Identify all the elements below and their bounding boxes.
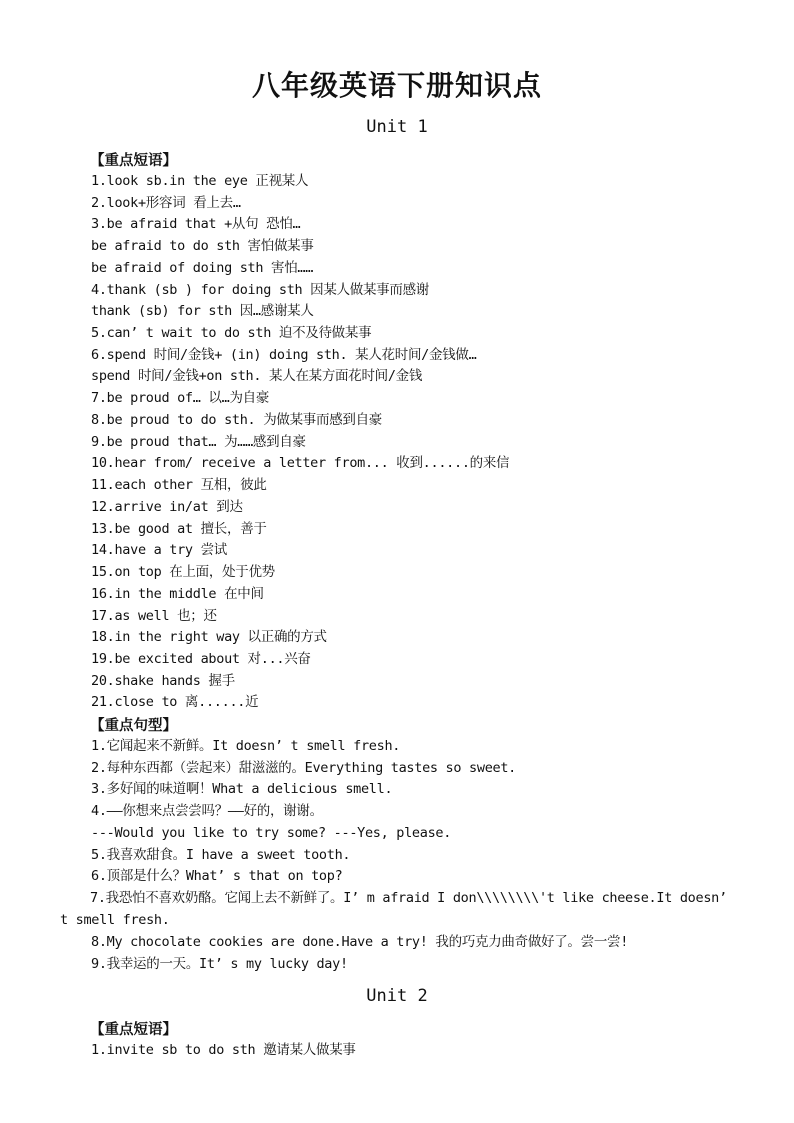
phrase-item: 7.be proud of… 以…为自豪 xyxy=(91,390,270,406)
unit-1-sentences-heading: 【重点句型】 xyxy=(90,718,177,734)
phrase-item: 16.in the middle 在中间 xyxy=(91,586,264,602)
phrase-item: 11.each other 互相，彼此 xyxy=(91,477,267,493)
phrase-item: 1.look sb.in the eye 正视某人 xyxy=(91,173,309,189)
unit-2-heading: Unit 2 xyxy=(366,986,428,1006)
phrase-item: 15.on top 在上面，处于优势 xyxy=(91,564,275,580)
sentence-item: ---Would you like to try some? ---Yes, please. xyxy=(91,825,452,841)
phrase-item: 1.invite sb to do sth 邀请某人做某事 xyxy=(91,1042,356,1058)
unit-1-phrases-heading: 【重点短语】 xyxy=(90,153,177,169)
phrase-item: 13.be good at 擅长，善于 xyxy=(91,521,267,537)
sentence-item-wrapped: 7.我恐怕不喜欢奶酪。它闻上去不新鲜了。I’ m afraid I don\\\\\\\\'t like cheese.It doesn’ t smell fresh. xyxy=(60,890,727,928)
phrase-item: 14.have a try 尝试 xyxy=(91,542,227,558)
phrase-item: 4.thank (sb ) for doing sth 因某人做某事而感谢 xyxy=(91,282,429,298)
phrase-item: 17.as well 也；还 xyxy=(91,608,217,624)
document-title: 八年级英语下册知识点 xyxy=(251,69,542,102)
phrase-item: 20.shake hands 握手 xyxy=(91,673,235,689)
phrase-item: 6.spend 时间/金钱+ (in) doing sth. 某人花时间/金钱做… xyxy=(91,347,477,363)
phrase-item: thank (sb) for sth 因…感谢某人 xyxy=(91,303,314,319)
sentence-item: 3.多好闻的味道啊！What a delicious smell. xyxy=(91,781,393,797)
phrase-item: 18.in the right way 以正确的方式 xyxy=(91,629,327,645)
phrase-item: 21.close to 离......近 xyxy=(91,694,259,710)
phrase-item: 2.look+形容词 看上去… xyxy=(91,195,241,211)
phrase-item: 5.can’ t wait to do sth 迫不及待做某事 xyxy=(91,325,372,341)
sentence-item: 1.它闻起来不新鲜。It doesn’ t smell fresh. xyxy=(91,738,401,754)
phrase-item: 10.hear from/ receive a letter from... 收到......的来信 xyxy=(91,455,510,471)
phrase-item: 19.be excited about 对...兴奋 xyxy=(91,651,311,667)
sentence-item: 8.My chocolate cookies are done.Have a try! 我的巧克力曲奇做好了。尝一尝! xyxy=(91,934,629,950)
phrase-item: spend 时间/金钱+on sth. 某人在某方面花时间/金钱 xyxy=(91,368,423,384)
phrase-item: 3.be afraid that +从句 恐怕… xyxy=(91,216,301,232)
phrase-item: 8.be proud to do sth. 为做某事而感到自豪 xyxy=(91,412,383,428)
unit-2-phrases-heading: 【重点短语】 xyxy=(90,1022,177,1038)
phrase-item: 12.arrive in/at 到达 xyxy=(91,499,243,515)
phrase-item: 9.be proud that… 为……感到自豪 xyxy=(91,434,306,450)
phrase-item: be afraid to do sth 害怕做某事 xyxy=(91,238,314,254)
sentence-item: 9.我幸运的一天。It’ s my lucky day! xyxy=(91,956,348,972)
sentence-item: 5.我喜欢甜食。I have a sweet tooth. xyxy=(91,847,351,863)
unit-1-heading: Unit 1 xyxy=(366,117,428,137)
phrase-item: be afraid of doing sth 害怕…… xyxy=(91,260,314,276)
sentence-item: 6.顶部是什么？What’ s that on top? xyxy=(91,868,343,884)
sentence-item: 4.——你想来点尝尝吗？——好的，谢谢。 xyxy=(91,803,323,819)
sentence-item: 2.每种东西都（尝起来）甜滋滋的。Everything tastes so sweet. xyxy=(91,760,517,776)
